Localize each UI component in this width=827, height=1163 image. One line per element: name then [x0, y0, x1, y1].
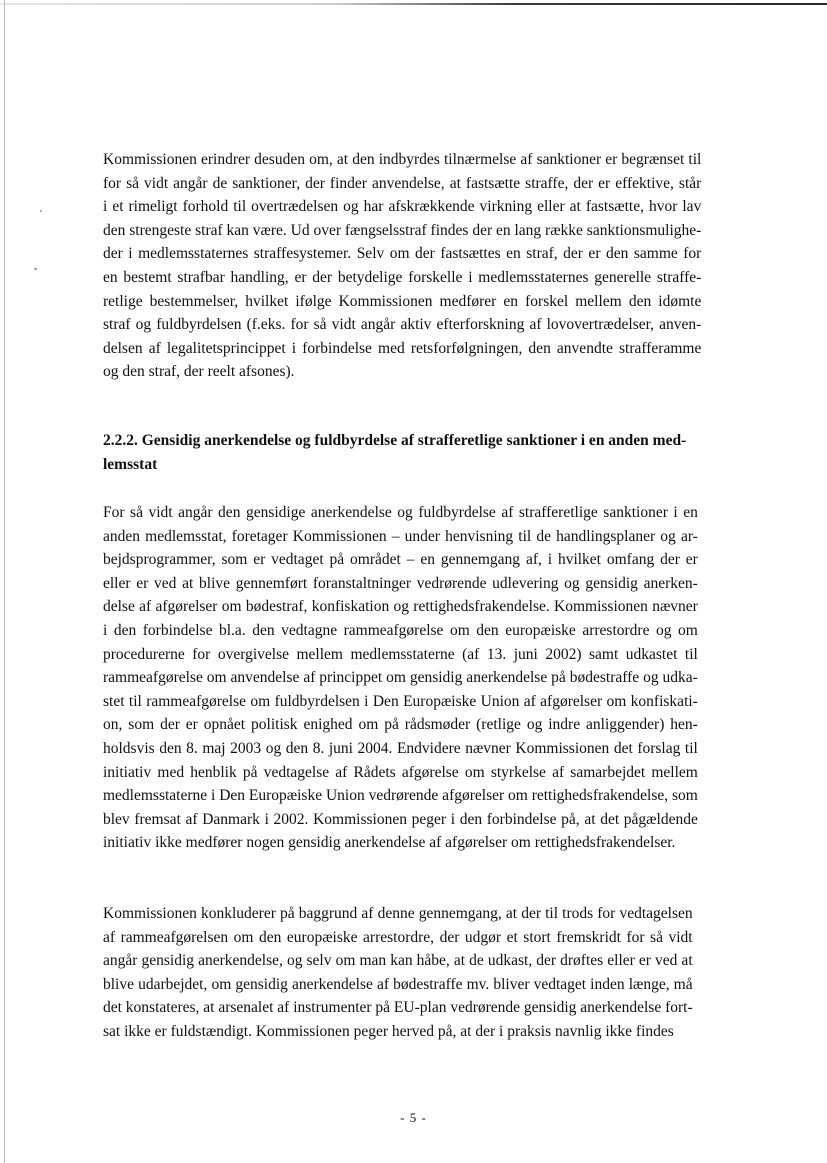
- text-line: Kommissionen konkluderer på baggrund af denne gennemgang, at der til trods for vedtagelsen: [103, 905, 693, 922]
- text-line: blev fremsat af Danmark i 2002. Kommissionen peger i den forbindelse på, at det pågældende: [103, 810, 698, 828]
- text-line: initiativ ikke medfører nogen gensidig anerkendelse af afgørelser om rettighedsfrakendelser.: [103, 834, 676, 852]
- text-line: on, som der er opnået politisk enighed om på rådsmøder (retlige og indre anliggender) hen-: [103, 716, 698, 734]
- text-line: For så vidt angår den gensidige anerkendelse og fuldbyrdelse af strafferetlige sanktioner i en: [103, 504, 698, 521]
- text-line: blive udarbejdet, om gensidig anerkendelse af bødestraffe mv. bliver vedtaget inden længe, må: [103, 975, 693, 993]
- text-line: og den straf, der reelt afsones).: [103, 363, 295, 381]
- text-line: 2.2.2. Gensidig anerkendelse og fuldbyrdelse af strafferetlige sanktioner i en anden med-: [103, 432, 687, 449]
- text-line: bejdsprogrammer, som er vedtaget på området – en gennemgang af, i hvilket omfang der er: [103, 551, 698, 569]
- text-line: Kommissionen erindrer desuden om, at den indbyrdes tilnærmelse af sanktioner er begrænset til: [103, 151, 702, 168]
- scan-left-edge: [4, 0, 5, 1163]
- text-line: i et rimeligt forhold til overtrædelsen og har afskrækkende virkning eller at fastsætte, hvor lav: [103, 198, 702, 216]
- text-line: initiativ med henblik på vedtagelse af Rådets afgørelse om styrkelse af samarbejdet mellem: [103, 763, 698, 781]
- text-line: stet til rammeafgørelse om fuldbyrdelsen i Den Europæiske Union af afgørelser om konfiskati-: [103, 692, 698, 710]
- text-line: straf og fuldbyrdelsen (f.eks. for så vidt angår aktiv efterforskning af lovovertrædelser, anven-: [103, 316, 702, 334]
- text-line: delsen af legalitetsprincippet i forbindelse med retsforfølgningen, den anvendte strafferamme: [103, 339, 702, 357]
- scan-top-edge: [0, 3, 827, 5]
- scan-speck: [34, 268, 37, 270]
- text-line: i den forbindelse bl.a. den vedtagne rammeafgørelse om den europæiske arrestordre og om: [103, 621, 698, 639]
- text-line: sat ikke er fuldstændigt. Kommissionen peger herved på, at der i praksis navnlig ikke findes: [103, 1022, 674, 1040]
- text-line: medlemsstaterne i Den Europæiske Union vedrørende afgørelser om rettighedsfrakendelse, som: [103, 787, 698, 805]
- text-line: anden medlemsstat, foretager Kommissionen – under henvisning til de handlingsplaner og ar-: [103, 527, 698, 545]
- text-line: angår gensidig anerkendelse, og selv om man kan håbe, at de udkast, der drøftes eller er ved at: [103, 952, 693, 970]
- paragraph-sanctions-approximation: [103, 148, 701, 384]
- text-line: det konstateres, at arsenalet af instrumenter på EU-plan vedrørende gensidig anerkendelse fort-: [103, 999, 693, 1017]
- text-line: for så vidt angår de sanktioner, der finder anvendelse, at fastsætte straffe, der er effektive, står: [103, 174, 702, 192]
- text-line: retlige bestemmelser, hvilket ifølge Kommissionen medfører en forskel mellem den idømte: [103, 292, 702, 310]
- page-number: - 5 -: [400, 1110, 427, 1125]
- text-line: holdsvis den 8. maj 2003 og den 8. juni 2004. Endvidere nævner Kommissionen det forslag til: [103, 739, 698, 757]
- scan-speck: [40, 210, 42, 212]
- text-line: eller er ved at blive gennemført foranstaltninger vedrørende udlevering og gensidig anerken-: [103, 574, 698, 592]
- text-line: delse af afgørelser om bødestraf, konfiskation og rettighedsfrakendelse. Kommissionen nævner: [103, 598, 698, 616]
- paragraph-conclusion: [103, 902, 693, 1044]
- text-line: lemsstat: [103, 455, 158, 473]
- text-line: der i medlemsstaternes straffesystemer. Selv om der fastsættes en straf, der er den samme for: [103, 245, 702, 263]
- text-line: procedurerne for overgivelse mellem medlemsstaterne (af 13. juni 2002) samt udkastet til: [103, 645, 698, 663]
- text-line: rammeafgørelse om anvendelse af princippet om gensidig anerkendelse på bødestraffe og udka-: [103, 669, 698, 687]
- text-line: af rammeafgørelsen om den europæiske arrestordre, der udgør et stort fremskridt for så vidt: [103, 928, 693, 946]
- section-heading-2-2-2: [103, 429, 686, 476]
- text-line: den strengeste straf kan være. Ud over fængselsstraf findes der en lang række sanktionsmulighe-: [103, 221, 702, 239]
- paragraph-mutual-recognition: [103, 501, 698, 855]
- text-line: en bestemt strafbar handling, er der betydelige forskelle i medlemsstaternes generelle straffe-: [103, 268, 702, 286]
